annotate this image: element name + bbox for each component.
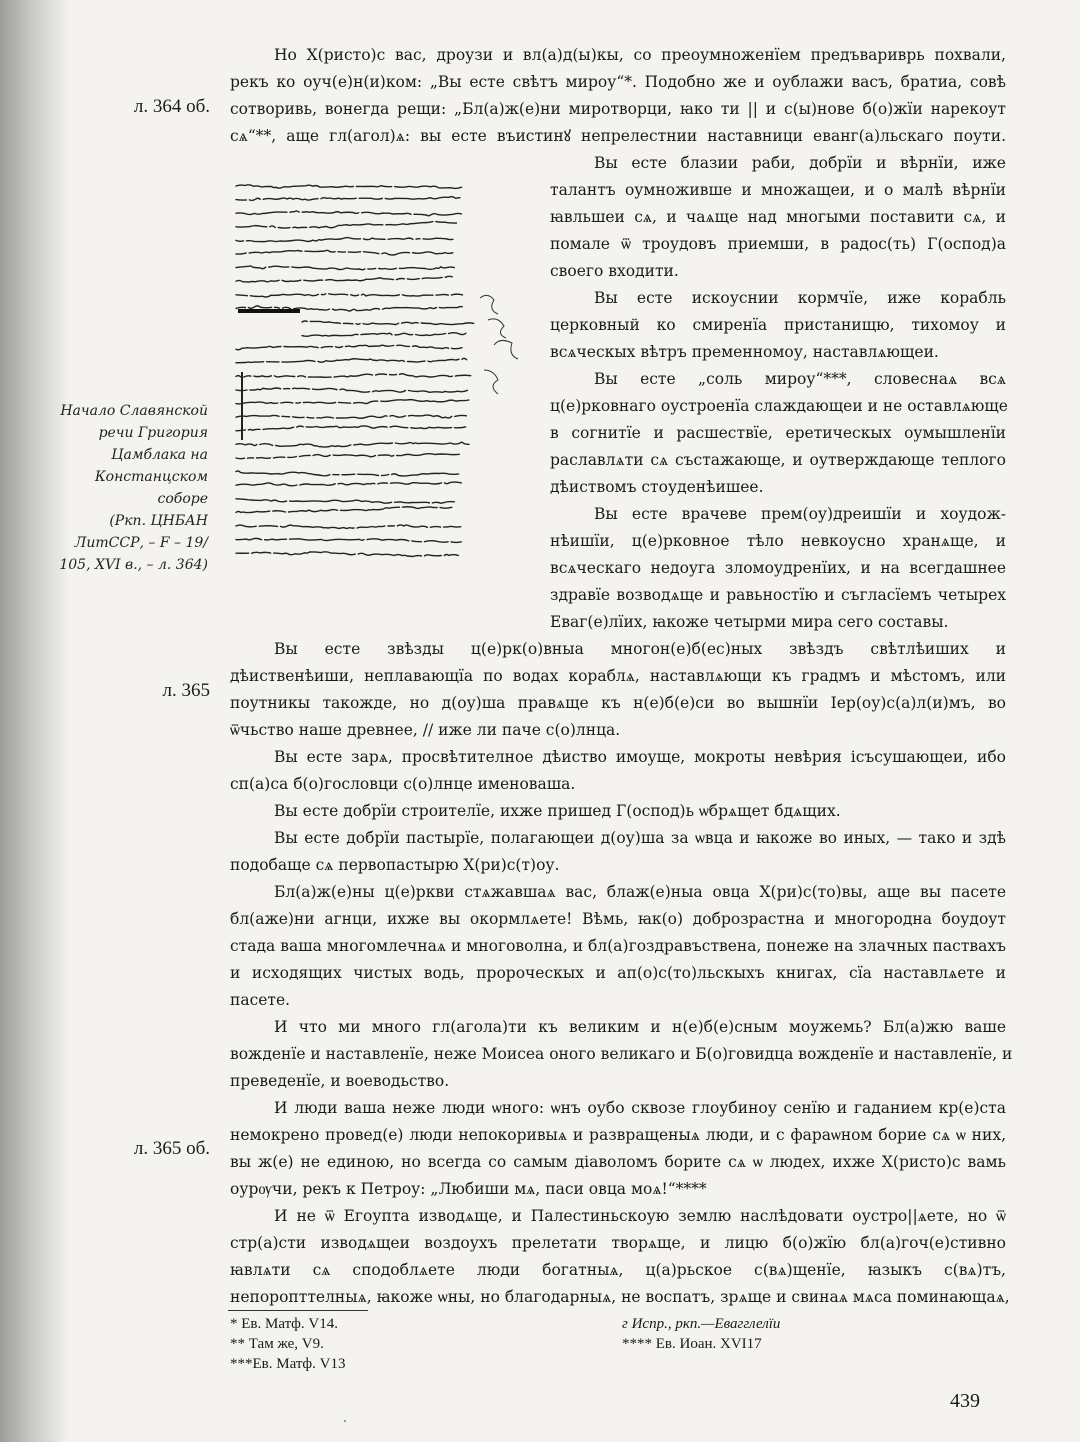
text-line: рекъ ко оуч(е)н(и)ком: „Вы есте свѣтъ мироу“*. Подобно же и оублажи васъ, братиа, совѣ — [230, 73, 1006, 91]
text-line: церковный ко смиренїа пристанищю, тихомоу и — [550, 316, 1006, 334]
footnote-left: * Ев. Матф. V14. — [230, 1316, 338, 1332]
text-line: непоропттелныѧ, ꙗкоже ѡны, но благодарныѧ, не воспатъ, зрѧще и свинаѧ мѧса поминающаѧ, — [230, 1288, 1010, 1306]
text-line: сп(а)са б(о)гословци с(о)лнце именоваша. — [230, 775, 576, 793]
caption-line: соборе — [157, 491, 208, 507]
text-line: Вы есте добрїи пастырїе, полагающеи д(оу)ша за ѡвца и ꙗкоже во иных, — тако и здѣ — [274, 829, 1006, 847]
text-line: немокрено провед(е) люди непокоривыѧ и развращеныѧ люди, и с фараѡном борие сѧ ѡ них, — [230, 1126, 1006, 1144]
text-line: в согнитїе и расшествїе, еретическых оумышленїи — [550, 424, 1006, 442]
caption-line: Констанцском — [94, 469, 208, 485]
text-line: ц(е)рковнаго оустроенїа слаждающеи и не оставлѧюще — [550, 397, 1008, 415]
text-line: талантъ оумноживше и множащеи, и о малѣ вѣрнїи — [550, 181, 1006, 199]
margin-ref-364ob: л. 364 об. — [133, 96, 210, 117]
text-line: помале ѿ троудовъ приемши, в радос(ть) Г(оспод)а — [550, 235, 1006, 253]
speck — [344, 1420, 346, 1422]
caption-line: Начало Славянской — [60, 403, 208, 419]
text-line: вы ж(е) не единою, но всегда со самым дiаволомъ борите сѧ ѡ людех, ихже Х(ристо)с вамь — [230, 1153, 1006, 1171]
text-line: стада ваша многомлечнаѧ и многоволна, и бл(а)гоздравъствена, понеже на злачных паствахъ — [230, 937, 1006, 955]
text-line: пасете. — [230, 991, 291, 1009]
text-line: дѣиствомъ стоуденѣишее. — [550, 478, 764, 496]
text-line: преведенїе, и воеводьство. — [230, 1072, 450, 1090]
figure-caption — [28, 400, 208, 576]
text-line: Еваг(е)лїих, ꙗкоже четырми мира сего составы. — [550, 613, 949, 631]
footnote-right: **** Ев. Иоан. XVI17 — [622, 1336, 762, 1352]
page-number: 439 — [950, 1390, 980, 1412]
text-line: Вы есте зарѧ, просвѣтителное дѣиство имоуще, мокроты невѣрия ісъсушающеи, ибо — [274, 748, 1006, 766]
text-line: подобаще сѧ первопастырю Х(ри)с(т)оу. — [230, 856, 560, 874]
text-line: Вы есте добрїи строителїе, ихже пришед Г(оспод)ь ѡбрѧщет бдѧщих. — [274, 802, 841, 820]
caption-line: ЛитССР, – F – 19/ — [74, 535, 208, 551]
text-line: и исходящих чистых водь, пророческых и ап(о)с(то)льскыхъ книгах, сїа наставлѧете и — [230, 964, 1006, 982]
text-line: Но Х(ристо)с вас, дроузи и вл(а)д(ы)кы, со преоумноженїем предъвариврь похвали, — [274, 46, 1006, 64]
text-line: Вы есте „соль мироу“***, словеснаѧ всѧ — [594, 370, 1006, 388]
text-line: бл(аже)ни агнци, ихже вы окормлѧете! Вѣмь, ꙗк(о) доброзрастна и многородна боудоут — [230, 910, 1006, 928]
text-line: поутникы такожде, но д(оу)ша правѧще къ н(е)б(е)си во вышнїи Іер(оу)с(а)л(и)мъ, во — [230, 694, 1006, 712]
text-line: всѧческых вѣтръ пременномоу, наставлѧющеи. — [550, 343, 939, 361]
text-line: сѧ“**, аще гл(агол)ѧ: вы есте въистинꙋ непрелестнии наставници еванг(а)льскаго поути. — [230, 127, 1006, 145]
text-line: Вы есте блазии раби, добрїи и вѣрнїи, иже — [594, 154, 1006, 172]
text-line: Вы есте врачеве прем(оу)дреишїи и хоудож- — [594, 505, 1006, 523]
text-line: стр(а)сти изводѧщеи воздоухъ прелетати творѧще, и лицю б(о)жїю бл(а)гоч(е)стивно — [230, 1234, 1006, 1252]
text-line: всѧческаго недоуга зломоудренїих, и на всегдашнее — [550, 559, 1006, 577]
text-line: здравїе возводѧще и равьностїю и съгласїемъ четырех — [550, 586, 1006, 604]
manuscript-image — [232, 180, 532, 575]
caption-line: Цамблака на — [111, 447, 208, 463]
text-line: нѣишїи, ц(е)рковное тѣло невкоусно хранѧще, и — [550, 532, 1006, 550]
text-line: ꙗвльшеи сѧ, и чаѧще над многыми поставити сѧ, и — [550, 208, 1006, 226]
text-line: раславлѧти сѧ състажающе, и оутверждающе теплого — [550, 451, 1006, 469]
footnote-left: ***Ев. Матф. V13 — [230, 1356, 346, 1372]
text-line: Вы есте звѣзды ц(е)рк(о)вныа многон(е)б(ес)ных звѣздъ свѣтлѣиших и — [274, 640, 1006, 658]
text-line: оурѹчи, рекъ к Петроу: „Любиши мѧ, паси овца моѧ!“**** — [230, 1180, 707, 1198]
text-line: И люди ваша неже люди ѡного: ѡнъ оубо сквозе глоубиноу сенїю и гаданием кр(е)ста — [274, 1099, 1006, 1117]
text-line: дѣиственѣиши, неплавающїа по водах кораблѧ, наставлѧющи къ градмъ и мѣстомъ, или — [230, 667, 1006, 685]
footnote-left: ** Там же, V9. — [230, 1336, 324, 1352]
caption-line: 105, XVI в., – л. 364) — [59, 557, 208, 573]
margin-ref-365: л. 365 — [162, 680, 210, 701]
text-line: сотворивь, вонегда рещи: „Бл(а)ж(е)ни миротворци, ꙗко ти || и с(ы)нове б(о)жїи нарекоут — [230, 100, 1006, 118]
footnote-right: г Испр., ркп.—Евагглелїи — [622, 1316, 781, 1332]
text-line: ꙗвлѧти сѧ сподоблѧете люди богатныѧ, ц(а)рьское с(вѧ)щенїе, ꙗзыкъ с(вѧ)тъ, — [230, 1261, 1006, 1279]
text-line: И не ѿ Егоупта изводѧще, и Палестиньскоую землю наслѣдовати оустро||ѧете, но ѿ — [274, 1207, 1006, 1225]
text-line: ѿчьство наше древнее, // иже ли паче с(о)лнца. — [230, 721, 621, 739]
text-line: Бл(а)ж(е)ны ц(е)ркви стѧжавшаѧ вас, блаж(е)ныа овца Х(ри)с(то)вы, аще вы пасете — [274, 883, 1006, 901]
footnote-rule — [228, 1310, 368, 1311]
caption-line: (Ркп. ЦНБАН — [109, 513, 208, 529]
text-line: своего входити. — [550, 262, 679, 280]
manuscript-strokes — [232, 180, 532, 575]
text-line: Вы есте искоуснии кормчїе, иже корабль — [594, 289, 1006, 307]
text-line: И что ми много гл(агола)ти къ великим и н(е)б(е)сным моужемь? Бл(а)жю ваше — [274, 1018, 1006, 1036]
margin-ref-365ob: л. 365 об. — [133, 1138, 210, 1159]
caption-line: речи Григория — [98, 425, 208, 441]
text-line: вожденїе и наставленїе, неже Моисеа оного великаго и Б(о)говидца вожденїе и наставленїе, и — [230, 1045, 1013, 1063]
